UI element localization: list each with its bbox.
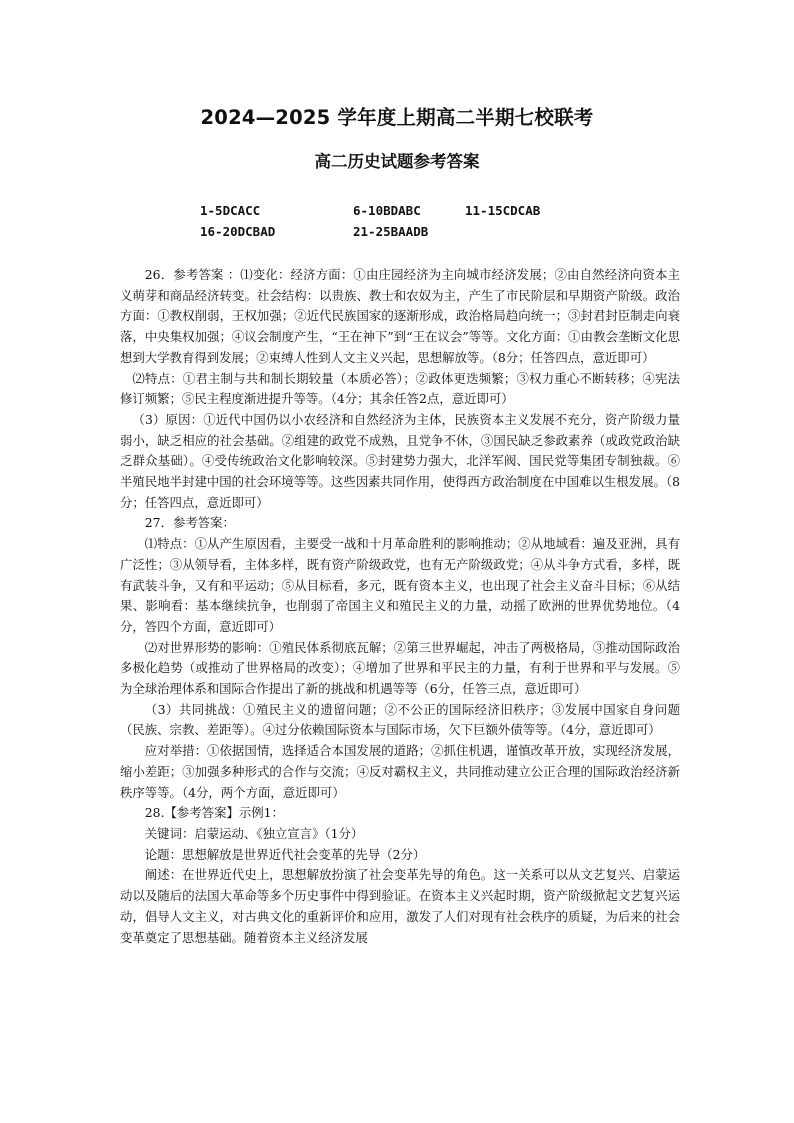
- mc-answers-1-5: 1-5DCACC: [200, 203, 261, 218]
- q27-part2-paragraph: ⑵对世界形势的影响：①殖民体系彻底瓦解；②第三世界崛起，冲击了两极格局，③推动国际政治多极化趋势（或推动了世界格局的改变）；④增加了世界和平民主的力量，有利于世界和平与发展。⑤为全球治理体系和国际合作提出了新的挑战和机遇等等（6分，任答三点，意近即可）: [120, 639, 680, 697]
- mc-answers-6-10: 6-10BDABC: [353, 203, 421, 218]
- mc-answers-11-15: 11-15CDCAB: [465, 203, 541, 218]
- q26-part2-paragraph: ⑵特点：①君主制与共和制长期较量（本质必答）；②政体更迭频繁；③权力重心不断转移；④宪法修订频繁；⑤民主程度渐进提升等等。（4分；其余任答2点，意近即可）: [120, 370, 680, 407]
- q27-measures-paragraph: 应对举措：①依据国情，选择适合本国发展的道路；②抓住机遇，谨慎改革开放，实现经济发展，缩小差距；③加强多种形式的合作与交流；④反对霸权主义，共同推动建立公正合理的国际政治经济新秩序等等。（4分，两个方面，意近即可）: [120, 743, 680, 800]
- page-subtitle: 高二历史试题参考答案: [314, 152, 480, 171]
- q28-keywords: 关键词：启蒙运动、《独立宣言》（1分）: [144, 825, 364, 841]
- q26-part1-paragraph: 26．参考答案 ：⑴变化：经济方面：①由庄园经济为主向城市经济发展；②由自然经济向资本主义萌芽和商品经济转变。社会结构：以贵族、教士和农奴为主，产生了市民阶层和早期资产阶级。政治方面：①教权削弱，王权加强；②近代民族国家的逐渐形成，政治格局趋向统一；③封君封臣制走向衰落，中央集权加强；④议会制度产生，“王在神下”到“王在议会”等等。文化方面：①由教会垄断文化思想到大学教育得到发展；②束缚人性到人文主义兴起，思想解放等。（8分；任答四点，意近即可）: [120, 267, 680, 365]
- page-title: 2024—2025 学年度上期高二半期七校联考: [200, 106, 594, 129]
- q28-elaboration: 阐述：在世界近代史上，思想解放扮演了社会变革先导的角色。这一关系可以从文艺复兴、启蒙运动以及随后的法国大革命等多个历史事件中得到验证。在资本主义兴起时期，资产阶级掀起文艺复兴运动，倡导人文主义，对古典文化的重新评价和应用，激发了人们对现有社会秩序的质疑，为后来的社会变革奠定了思想基础。随着资本主义经济发展: [120, 867, 680, 945]
- q27-part3-paragraph: （3）共同挑战：①殖民主义的遗留问题；②不公正的国际经济旧秩序；③发展中国家自身问题（民族、宗教、差距等）。④过分依赖国际资本与国际市场，欠下巨额外债等等。（4分，意近即可）: [120, 701, 680, 738]
- q27-part1-paragraph: ⑴特点：①从产生原因看，主要受一战和十月革命胜利的影响推动；②从地域看：遍及亚洲，具有广泛性；③从领导看，主体多样，既有资产阶级政党，也有无产阶级政党；④从斗争方式看，多样，既有武装斗争，又有和平运动；⑤从目标看，多元，既有资本主义，也出现了社会主义奋斗目标；⑥从结果、影响看：基本继续抗争，也削弱了帝国主义和殖民主义的力量，动摇了欧洲的世界优势地位。（4分，答四个方面，意近即可）: [120, 536, 680, 634]
- q28-thesis: 论题：思想解放是世界近代社会变革的先导（2分）: [144, 846, 426, 862]
- q26-part3-paragraph: （3）原因：①近代中国仍以小农经济和自然经济为主体，民族资本主义发展不充分，资产阶级力量弱小，缺乏相应的社会基础。②组建的政党不成熟，且党争不休，③国民缺乏参政素养（或政党政治缺乏群众基础）。④受传统政治文化影响较深。⑤封建势力强大，北洋军阀、国民党等集团专制独裁。⑥半殖民地半封建中国的社会环境等等。这些因素共同作用，使得西方政治制度在中国难以生根发展。（8分；任答四点，意近即可）: [120, 411, 680, 510]
- answer-body: [120, 265, 680, 948]
- mc-answers-16-20: 16-20DCBAD: [200, 224, 276, 239]
- mc-answers-21-25: 21-25BAADB: [353, 224, 429, 239]
- q27-heading: 27．参考答案：: [144, 515, 235, 531]
- q28-heading: 28.【参考答案】示例1：: [144, 805, 284, 821]
